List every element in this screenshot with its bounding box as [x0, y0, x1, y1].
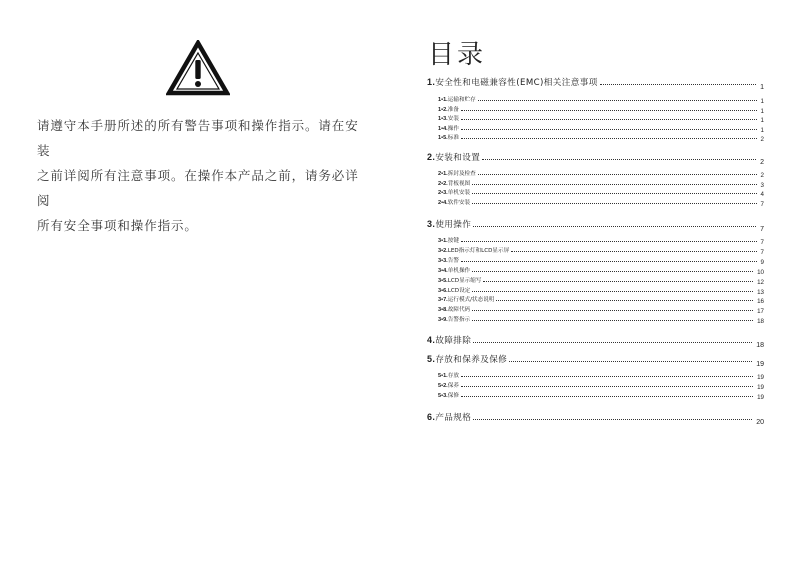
toc-page-number: 10: [757, 269, 764, 276]
toc-entry-number: 3•9.: [438, 317, 448, 323]
toc-leader-dots: [482, 159, 756, 160]
toc-entry-text: 告警指示: [447, 317, 471, 323]
toc-entry-label: [438, 371, 459, 379]
toc-title: 目录: [428, 40, 487, 70]
toc-section: [427, 216, 764, 233]
toc-leader-dots: [472, 271, 753, 272]
toc-leader-dots: [472, 184, 756, 185]
toc-leader-dots: [461, 138, 757, 139]
toc-entry-label: [438, 169, 476, 177]
toc-subsection: [438, 389, 764, 399]
toc-leader-dots: [478, 100, 757, 101]
toc-entry-number: 1•5.: [438, 135, 448, 141]
toc-subsection: [438, 122, 764, 132]
toc-entry-text: 软件安装: [447, 200, 471, 206]
toc-entry-number: 2•1.: [438, 171, 448, 177]
toc-page-number: 20: [756, 419, 764, 426]
toc-entry-text: 存放: [447, 373, 459, 379]
toc-entry-number: 2•2.: [438, 181, 448, 187]
toc-entry-label: [427, 218, 471, 230]
toc-leader-dots: [472, 203, 756, 204]
toc-entry-label: [438, 256, 459, 264]
toc-page-number: 4: [760, 191, 764, 198]
toc-page-number: 1: [760, 126, 764, 134]
toc-page-number: 2: [760, 172, 764, 179]
toc-entry-text: 安装和设置: [435, 153, 481, 163]
toc-subsection: [438, 196, 764, 206]
toc-entry-text: 运输和贮存: [447, 97, 476, 103]
toc-subsection: [438, 186, 764, 196]
toc-leader-dots: [509, 361, 752, 362]
toc-subsection: [438, 313, 764, 323]
toc-entry-number: 2•4.: [438, 200, 448, 206]
toc-entry-number: 5•3.: [438, 393, 448, 399]
toc-entry-number: 4.: [427, 335, 436, 345]
toc-page-number: 18: [756, 342, 764, 349]
toc-entry-label: [427, 151, 480, 163]
toc-entry-number: 6.: [427, 412, 436, 422]
toc-entry-text: 单机安装: [447, 190, 471, 196]
toc-entry-label: [427, 411, 471, 423]
toc-entry-label: [438, 276, 481, 284]
toc-entry-text: 故障排除: [435, 336, 472, 346]
toc-leader-dots: [461, 129, 757, 130]
toc-section: [427, 74, 764, 91]
toc-subsection: [438, 103, 764, 113]
toc-leader-dots: [511, 251, 756, 252]
toc-subsection: [438, 93, 764, 103]
toc-page-number: 7: [760, 201, 764, 208]
toc-subsection: [438, 303, 764, 313]
toc-leader-dots: [461, 119, 757, 120]
toc-entry-label: [438, 381, 459, 389]
toc-entry-text: 故障代码: [447, 307, 471, 313]
toc-page-number: 2: [760, 136, 764, 143]
toc-entry-text: 保养: [447, 383, 459, 389]
toc-entry-label: [438, 133, 459, 141]
toc-entry-text: 准备: [447, 106, 459, 113]
toc-entry-label: [427, 76, 598, 88]
toc-page-number: 7: [760, 226, 764, 233]
toc-leader-dots: [473, 419, 752, 420]
toc-entry-label: [438, 198, 470, 206]
toc-entry-text: 存放和保养及保修: [435, 355, 508, 365]
toc-entry-text: 按键: [447, 238, 459, 244]
toc-entry-number: 5•2.: [438, 383, 448, 389]
toc-subsection: [438, 244, 764, 254]
toc-entry-number: 5.: [427, 354, 436, 364]
toc-page-number: 19: [757, 394, 764, 401]
toc-page-number: 9: [760, 259, 764, 266]
toc-entry-text: 安全性和电磁兼容性(EMC)相关注意事项: [435, 78, 598, 88]
toc-entry-label: [438, 266, 470, 274]
toc-leader-dots: [461, 110, 757, 111]
toc-entry-text: 运行模式/状态说明: [447, 297, 495, 303]
toc-section: [427, 409, 764, 426]
toc-leader-dots: [472, 291, 753, 292]
toc-subsection: [438, 234, 764, 244]
toc-page-number: 19: [757, 384, 764, 391]
toc-leader-dots: [461, 386, 753, 387]
toc-entry-number: 3•6.: [438, 288, 448, 294]
toc-subsection: [438, 274, 764, 284]
toc-entry-number: 3•5.: [438, 278, 448, 284]
toc-entry-text: LCD设定: [447, 288, 471, 294]
toc-entry-number: 1•2.: [438, 106, 448, 113]
toc-entry-number: 3.: [427, 219, 436, 229]
toc-entry-label: [427, 353, 507, 365]
toc-entry-number: 2.: [427, 152, 436, 162]
toc-page-number: 18: [757, 318, 764, 325]
toc-page-number: 7: [760, 239, 764, 246]
toc-leader-dots: [496, 300, 753, 301]
toc-section: [427, 332, 764, 349]
toc-entry-label: [438, 391, 459, 399]
toc-leader-dots: [473, 342, 752, 343]
toc-entry-text: LED指示灯和LCD显示屏: [447, 248, 510, 254]
toc-page-number: 1: [760, 117, 764, 124]
toc-entry-number: 1•4.: [438, 125, 448, 132]
toc-page-number: 19: [757, 374, 764, 381]
toc-page-number: 12: [757, 279, 764, 286]
toc-entry-text: 保修: [447, 393, 459, 399]
toc-entry-label: [438, 305, 470, 313]
toc-entry-text: 标准: [447, 135, 459, 141]
toc-entry-number: 3•7.: [438, 297, 448, 303]
toc-subsection: [438, 379, 764, 389]
notice-line: 之前详阅所有注意事项。在操作本产品之前，请务必详阅: [37, 168, 359, 208]
toc-leader-dots: [472, 320, 753, 321]
toc-entry-number: 3•3.: [438, 258, 448, 264]
toc-entry-number: 3•1.: [438, 238, 448, 244]
toc-entry-number: 1•1.: [438, 97, 448, 103]
toc-entry-number: 5•1.: [438, 373, 448, 379]
toc-entry-number: 3•8.: [438, 307, 448, 313]
toc-leader-dots: [483, 281, 753, 282]
toc-page-number: 3: [760, 182, 764, 189]
toc-page-number: 19: [756, 361, 764, 368]
safety-notice: [37, 113, 367, 238]
toc-section: [427, 351, 764, 368]
toc-subsection: [438, 264, 764, 274]
toc-entry-text: 安装: [447, 116, 459, 122]
toc-page-number: 2: [760, 159, 764, 166]
notice-line: 请遵守本手册所述的所有警告事项和操作指示。请在安装: [37, 118, 359, 158]
toc-entry-number: 2•3.: [438, 190, 448, 196]
toc-subsection: [438, 131, 764, 141]
toc-entry-text: 操作: [447, 125, 459, 132]
toc-entry-label: [427, 334, 471, 346]
toc-page-number: 16: [757, 298, 764, 305]
toc-leader-dots: [461, 396, 753, 397]
toc-subsection: [438, 293, 764, 303]
toc-entry-label: [438, 188, 470, 196]
toc-subsection: [438, 369, 764, 379]
toc-entry-number: 1•3.: [438, 116, 448, 122]
toc-entry-text: 拆封及检查: [447, 171, 476, 177]
toc-leader-dots: [461, 261, 757, 262]
toc-leader-dots: [472, 310, 753, 311]
toc-subsection: [438, 112, 764, 122]
notice-line: 所有安全事项和操作指示。: [37, 218, 198, 233]
toc-entry-label: [438, 315, 470, 323]
toc-entry-text: 使用操作: [435, 220, 472, 230]
toc-section: [427, 149, 764, 166]
toc-entry-text: 背板视图: [447, 181, 471, 187]
toc-page-number: 1: [760, 84, 764, 91]
toc-page-number: 1: [760, 98, 764, 105]
toc-leader-dots: [461, 241, 757, 242]
toc-entry-text: 单机操作: [447, 268, 471, 274]
toc-entry-number: 3•2.: [438, 248, 448, 254]
toc-page-number: 13: [757, 289, 764, 296]
toc-leader-dots: [473, 226, 756, 227]
toc-leader-dots: [472, 193, 756, 194]
toc-subsection: [438, 167, 764, 177]
toc-page-number: 7: [760, 249, 764, 256]
toc-entry-text: LCD显示缩写: [447, 278, 482, 284]
toc-page-number: 17: [757, 308, 764, 315]
toc-entry-label: [438, 295, 494, 303]
toc-entry-label: [438, 246, 509, 254]
toc-leader-dots: [478, 174, 757, 175]
toc-page-number: 1: [760, 107, 764, 115]
toc-entry-label: [438, 236, 459, 244]
toc-subsection: [438, 254, 764, 264]
toc-entry-text: 告警: [447, 258, 459, 264]
toc-leader-dots: [600, 84, 756, 85]
toc-entry-number: 1.: [427, 77, 436, 87]
toc-leader-dots: [461, 376, 753, 377]
toc-entry-text: 产品规格: [435, 413, 472, 423]
toc-entry-number: 3•4.: [438, 268, 448, 274]
warning-triangle-icon: [166, 40, 230, 96]
